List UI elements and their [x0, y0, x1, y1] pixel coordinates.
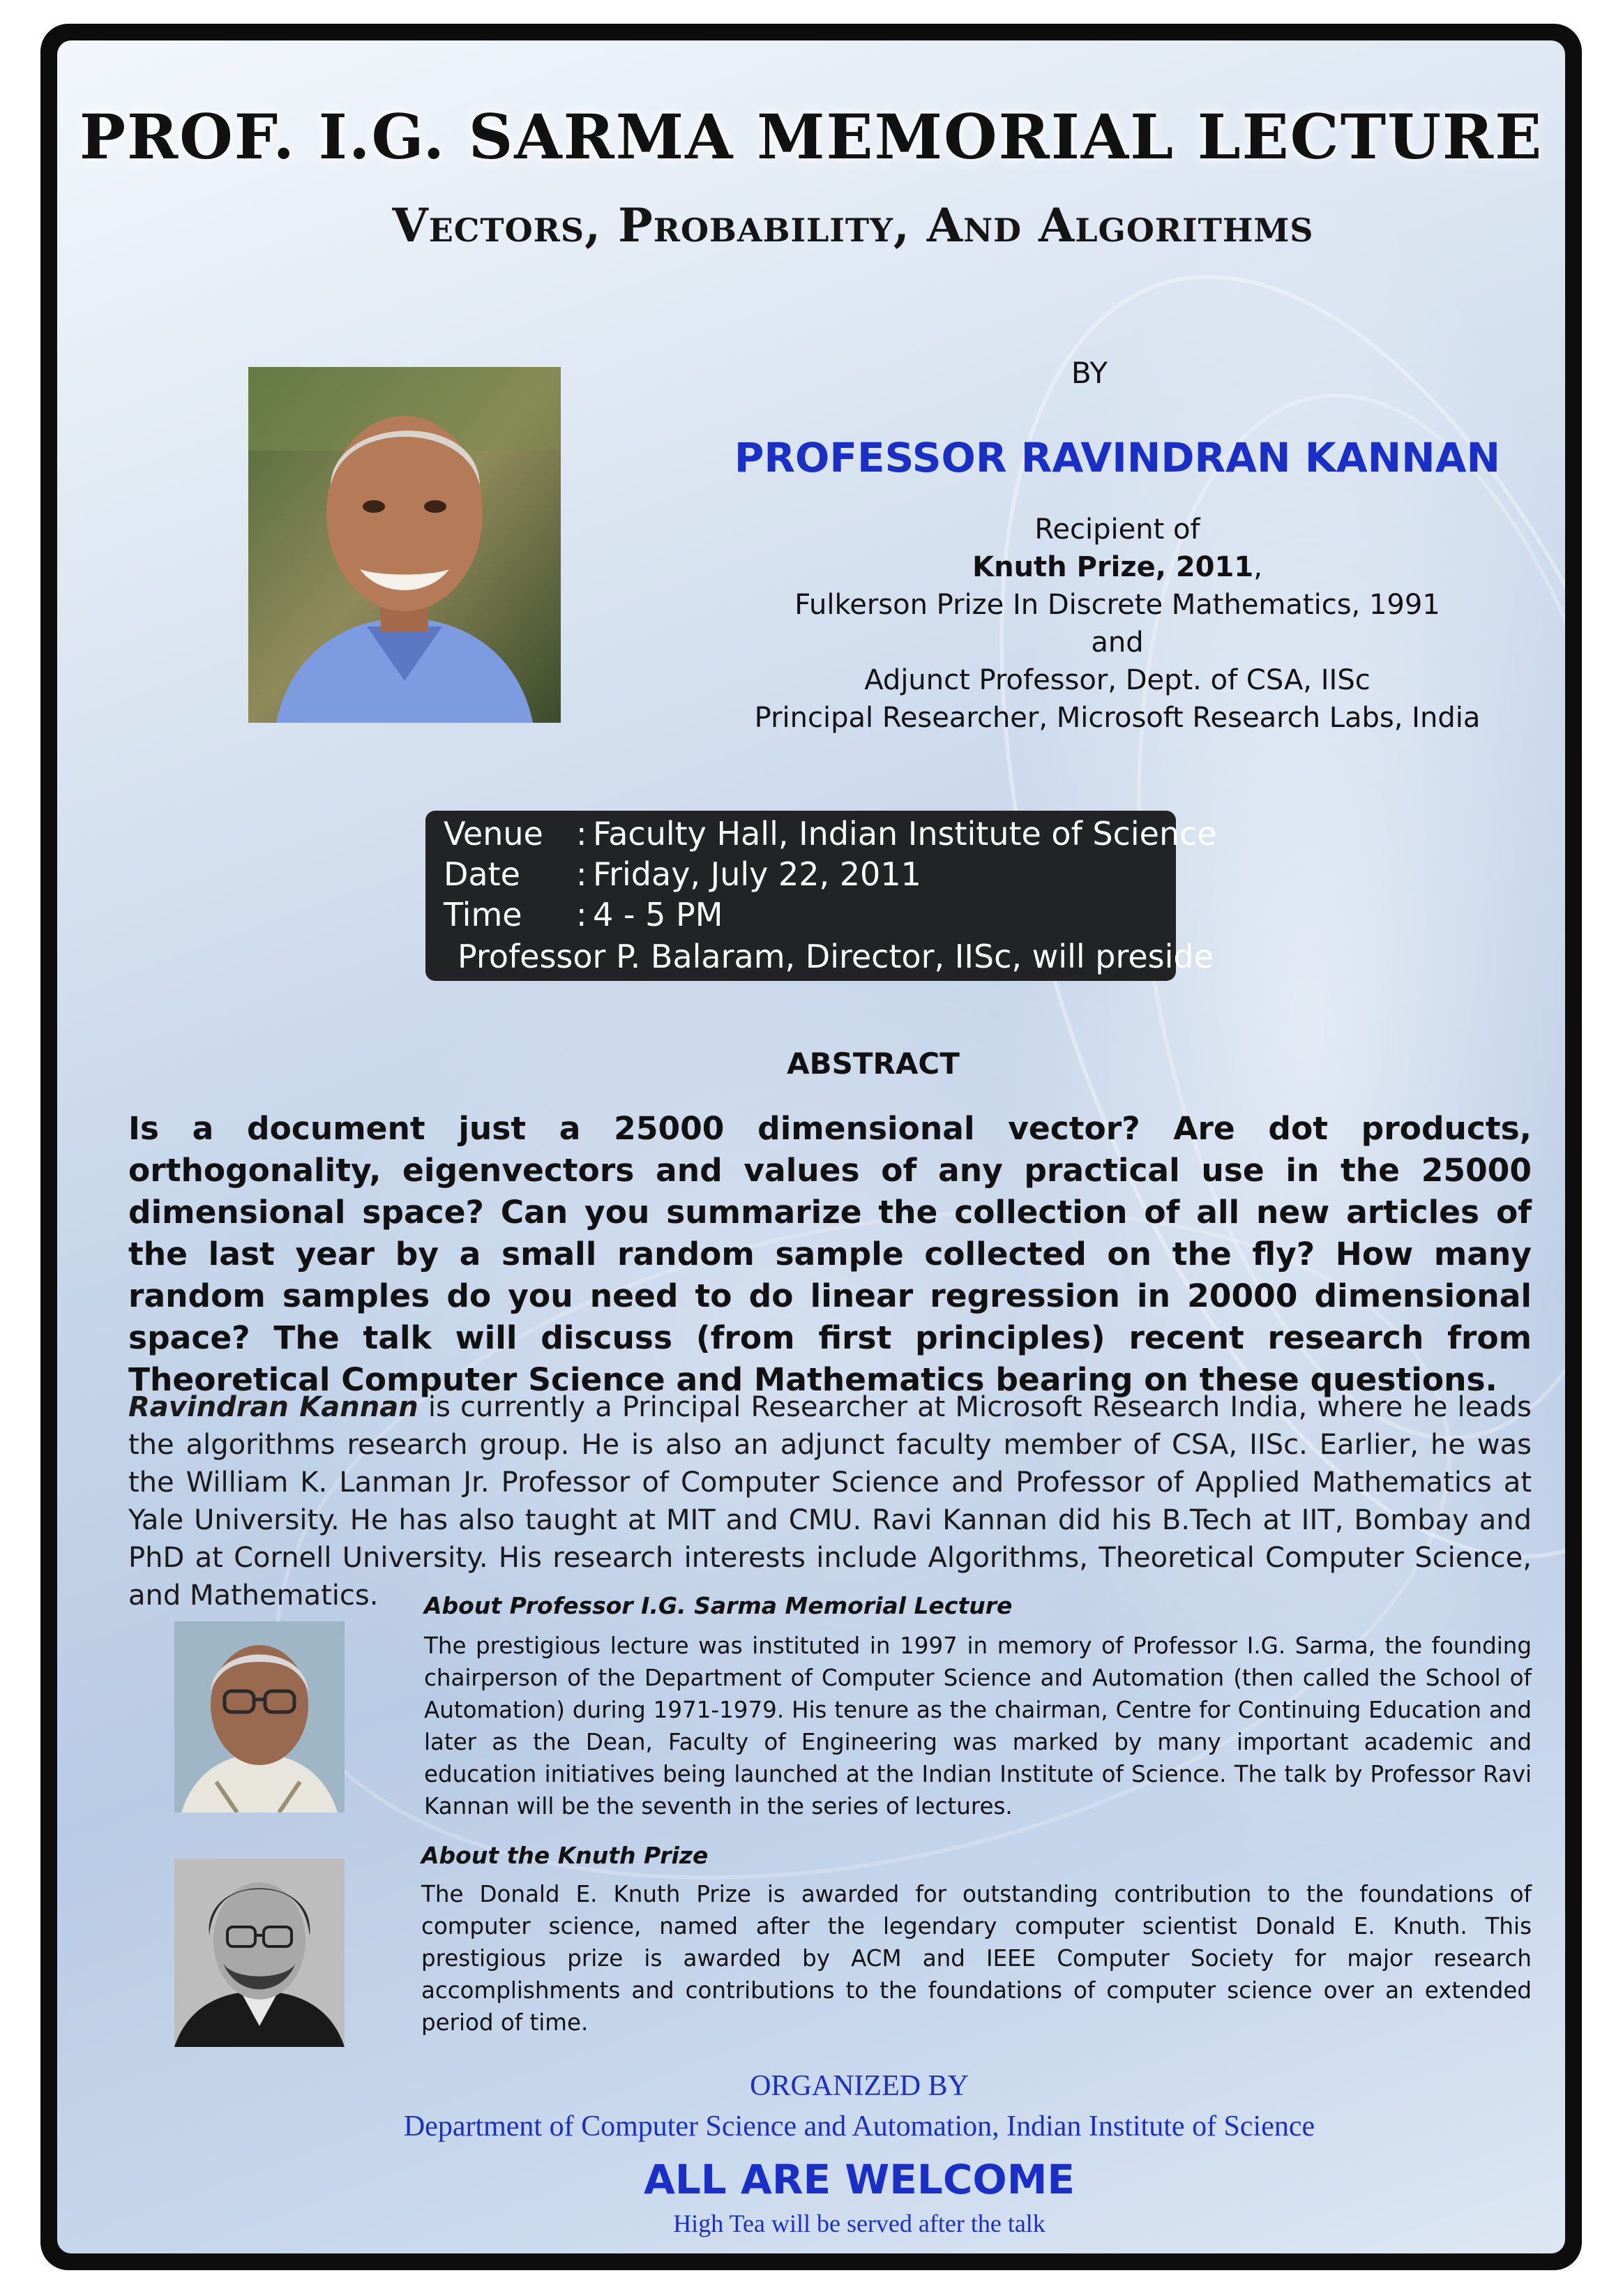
bio-name: Ravindran Kannan: [128, 1391, 418, 1423]
about-lecture-text: The prestigious lecture was instituted in 1997 in memory of Professor I.G. Sarma, the founding chairperson of the Department of Computer Science and Automation (then called the School of Automation) during 1971-1979. His tenure as the chairman, Centre for Continuing Education and later as the Dean, Faculty of Engineering was marked by many important academic and education initiatives being launched at the Indian Institute of Science. The talk by Professor Ravi Kannan will be the seventh in the series of lectures.: [424, 1633, 1532, 1819]
knuth-prize-line: [734, 551, 1501, 583]
fulkerson-prize-line: Fulkerson Prize In Discrete Mathematics, 1991: [794, 589, 1440, 621]
ig-sarma-photo: [174, 1621, 345, 1813]
abstract-heading: ABSTRACT: [787, 1046, 960, 1081]
bio-text: is currently a Principal Researcher at Microsoft Research India, where he leads the algorithms research group. He is also an adjunct faculty member of CSA, IISc. Earlier, he was the William K. Lanman Jr. Professor of Computer Science and Professor of Applied Mathematics at Yale University. He has also taught at MIT and CMU. Ravi Kannan did his B.Tech at IIT, Bombay and PhD at Cornell University. His research interests include Algorithms, Theoretical Computer Science, and Mathematics.: [128, 1391, 1532, 1612]
by-label: BY: [1071, 356, 1108, 390]
organized-by-label: ORGANIZED BY: [750, 2070, 969, 2102]
about-knuth-title: About the Knuth Prize: [421, 1842, 709, 1869]
date-label: Date: [444, 855, 520, 893]
knuth-prize-suffix: ,: [1253, 551, 1262, 583]
poster-panel: [57, 40, 1565, 2253]
time-value: 4 - 5 PM: [593, 896, 723, 933]
date-separator: :: [576, 855, 587, 893]
speaker-bio: [128, 1388, 1532, 1614]
knuth-photo: [174, 1859, 345, 2047]
and-label: and: [1091, 626, 1144, 659]
poster-title: PROF. I.G. SARMA MEMORIAL LECTURE: [79, 100, 1543, 173]
venue-value: Faculty Hall, Indian Institute of Science: [593, 815, 1217, 853]
poster-frame: [40, 24, 1582, 2270]
date-value: Friday, July 22, 2011: [593, 855, 921, 893]
time-label: Time: [444, 896, 522, 933]
welcome-text: ALL ARE WELCOME: [643, 2156, 1075, 2203]
organizer-name: Department of Computer Science and Automation, Indian Institute of Science: [403, 2110, 1315, 2143]
lecture-subtitle: Vectors, Probability, And Algorithms: [392, 198, 1314, 253]
about-knuth-text: The Donald E. Knuth Prize is awarded for outstanding contribution to the foundations of computer science, named after the legendary computer scientist Donald E. Knuth. This prestigious prize is awarded by ACM and IEEE Computer Society for major research accomplishments and contributions to the foundations of computer science over an extended period of time.: [421, 1881, 1532, 2036]
venue-box: [425, 811, 1217, 981]
position-researcher: Principal Researcher, Microsoft Research Labs, India: [754, 702, 1481, 734]
time-separator: :: [576, 896, 587, 933]
about-lecture-title: About Professor I.G. Sarma Memorial Lecture: [424, 1592, 1013, 1619]
preside-row: Professor P. Balaram, Director, IISc, will preside: [458, 938, 1214, 975]
venue-label: Venue: [444, 815, 543, 853]
knuth-prize-text: Knuth Prize, 2011: [972, 551, 1254, 583]
position-adjunct: Adjunct Professor, Dept. of CSA, IISc: [864, 664, 1371, 696]
speaker-photo: [248, 367, 561, 723]
recipient-of-label: Recipient of: [1034, 513, 1200, 546]
speaker-name: PROFESSOR RAVINDRAN KANNAN: [734, 434, 1501, 481]
venue-separator: :: [576, 815, 587, 853]
abstract-text: Is a document just a 25000 dimensional vector? Are dot products, orthogonality, eigenvectors and values of any practical use in the 25000 dimensional space? Can you summarize the collection of all new articles of the last year by a small random sample collected on the fly? How many random samples do you need to do linear regression in 20000 dimensional space? The talk will discuss (from first principles) recent research from Theoretical Computer Science and Mathematics bearing on these questions.: [128, 1110, 1532, 1398]
high-tea-note: High Tea will be served after the talk: [673, 2209, 1045, 2237]
